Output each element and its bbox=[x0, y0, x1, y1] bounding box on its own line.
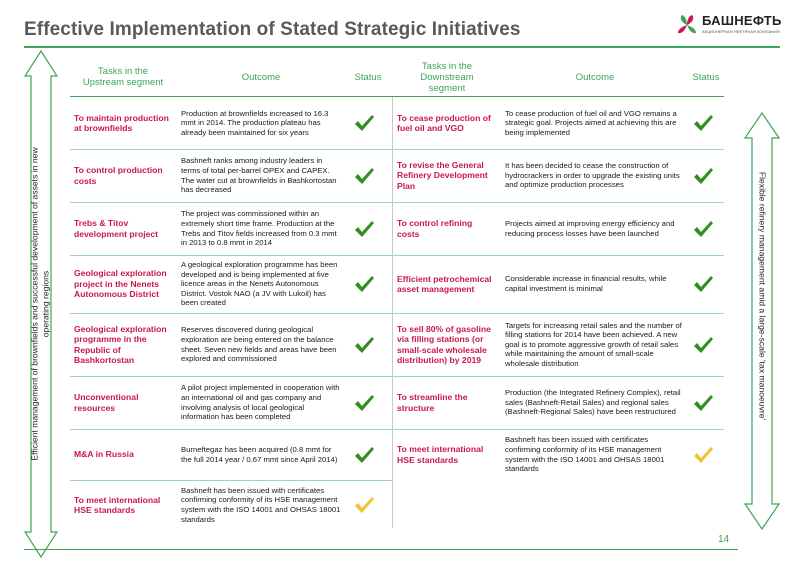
downstream-outcome-1: To cease production of fuel oil and VGO remains a strategic goal. Projects aimed at achieving this are being implemented bbox=[505, 108, 677, 137]
upstream-task-2: To control production costs bbox=[74, 165, 163, 186]
page-title: Effective Implementation of Stated Strategic Initiatives bbox=[24, 19, 521, 40]
header-upstream-outcome: Outcome bbox=[241, 71, 281, 83]
downstream-outcome-7: Bashneft has been issued with certificates confirming conformity of its HSE management system with the ISO 14001 and OHSAS 18001 standards bbox=[505, 435, 665, 474]
page-number: 14 bbox=[718, 534, 730, 545]
downstream-task-1: To cease production of fuel oil and VGO bbox=[397, 112, 491, 133]
green-check-icon bbox=[690, 165, 716, 187]
upstream-task-5: Geological exploration programme in the Republic of Bashkortostan bbox=[74, 323, 167, 365]
downstream-task-4: Efficient petrochemical asset management bbox=[397, 273, 492, 294]
downstream-task-6: To streamline the structure bbox=[397, 392, 468, 413]
upstream-task-7: M&A in Russia bbox=[74, 449, 134, 460]
logo-subtitle: АКЦИОНЕРНАЯ НЕФТЯНАЯ КОМПАНИЯ bbox=[702, 29, 780, 34]
green-check-icon bbox=[690, 334, 716, 356]
header-upstream-tasks: Tasks in the Upstream segment bbox=[82, 66, 164, 88]
downstream-task-5: To sell 80% of gasoline via filling stations (or small-scale wholesale distribution) by 2019 bbox=[397, 323, 491, 365]
header-downstream-status: Status bbox=[692, 71, 720, 83]
logo-name: БАШНЕФТЬ bbox=[702, 13, 782, 28]
upstream-task-3: Trebs & Titov development project bbox=[74, 218, 159, 239]
header-downstream-tasks: Tasks in the Downstream segment bbox=[420, 60, 474, 94]
green-check-icon bbox=[351, 165, 377, 187]
title-divider bbox=[24, 46, 780, 48]
left-arrow-label: Efficient management of brownfields and successful development of assets in new operating regions bbox=[29, 147, 50, 461]
upstream-task-8: To meet international HSE standards bbox=[74, 494, 161, 515]
green-check-icon bbox=[690, 112, 716, 134]
footer-divider bbox=[24, 549, 738, 550]
upstream-outcome-3: The project was commissioned within an extremely short time frame. Production at the Trebs and Titov fields increased from 0.3 mmt in 2013 to 0.8 mmt in 2014 bbox=[181, 209, 337, 248]
logo-flower-icon bbox=[676, 14, 698, 36]
green-check-icon bbox=[690, 218, 716, 240]
upstream-task-4: Geological exploration project in the Nenets Autonomous District bbox=[74, 268, 167, 300]
upstream-outcome-4: A geological exploration programme has been developed and is being implemented at five licence areas in the Nenets Autonomous District. Vostok NAO (a JV with Lukoil) has been created bbox=[181, 260, 338, 308]
downstream-outcome-5: Targets for increasing retail sales and the number of filling stations for 2014 have been achieved. A new goal is to promote aggressive growth of retail sales while maintaining the amount of small-scale wholesale distribution bbox=[505, 320, 682, 368]
green-check-icon bbox=[351, 112, 377, 134]
green-check-icon bbox=[351, 334, 377, 356]
right-arrow-label: Flexible refinery management amid a large-scale 'tax manoeuvre' bbox=[757, 171, 768, 421]
downstream-task-7: To meet international HSE standards bbox=[397, 444, 484, 465]
upstream-outcome-2: Bashneft ranks among industry leaders in terms of total per-barrel OPEX and CAPEX. The water cut at brownfields in Bashkortostan has decreased bbox=[181, 156, 337, 195]
yellow-check-icon bbox=[351, 494, 377, 516]
upstream-outcome-5: Reserves discovered during geological exploration are being entered on the balance sheet. Seven new fields and areas have been explored and commissioned bbox=[181, 325, 337, 364]
header-downstream-outcome: Outcome bbox=[575, 71, 615, 83]
upstream-outcome-7: Burneftegaz has been acquired (0.8 mmt for the full 2014 year / 0.67 mmt since April 2014) bbox=[181, 444, 338, 464]
downstream-outcome-2: It has been decided to cease the construction of hydrocrackers in order to upgrade the existing units and optimize production processes bbox=[505, 161, 680, 190]
green-check-icon bbox=[351, 218, 377, 240]
downstream-task-2: To revise the General Refinery Development Plan bbox=[397, 159, 488, 191]
downstream-outcome-6: Production (the Integrated Refinery Complex), retail sales (Bashneft-Retail Sales) and regional sales (Bashneft-Regional Sales) have been restructured bbox=[505, 388, 681, 417]
upstream-task-6: Unconventional resources bbox=[74, 392, 139, 413]
downstream-task-3: To control refining costs bbox=[397, 218, 473, 239]
downstream-outcome-4: Considerable increase in financial results, while capital investment is minimal bbox=[505, 274, 667, 293]
green-check-icon bbox=[351, 273, 377, 295]
green-check-icon bbox=[690, 273, 716, 295]
upstream-outcome-1: Production at brownfields increased to 16.3 mmt in 2014. The production plateau has already been maintained for six years bbox=[181, 108, 329, 137]
green-check-icon bbox=[351, 444, 377, 466]
green-check-icon bbox=[351, 392, 377, 414]
yellow-check-icon bbox=[690, 444, 716, 466]
upstream-outcome-8: Bashneft has been issued with certificates confirming conformity of its HSE management system with the ISO 14001 and OHSAS 18001 standards bbox=[181, 485, 341, 524]
downstream-outcome-3: Projects aimed at improving energy efficiency and reducing process losses have been launched bbox=[505, 218, 675, 238]
company-logo bbox=[676, 12, 796, 40]
header-upstream-status: Status bbox=[354, 71, 382, 83]
upstream-task-1: To maintain production at brownfields bbox=[74, 112, 169, 133]
green-check-icon bbox=[690, 392, 716, 414]
upstream-outcome-6: A pilot project implemented in cooperation with an international oil and gas company and involving analysis of local geological information has been completed bbox=[181, 383, 340, 422]
